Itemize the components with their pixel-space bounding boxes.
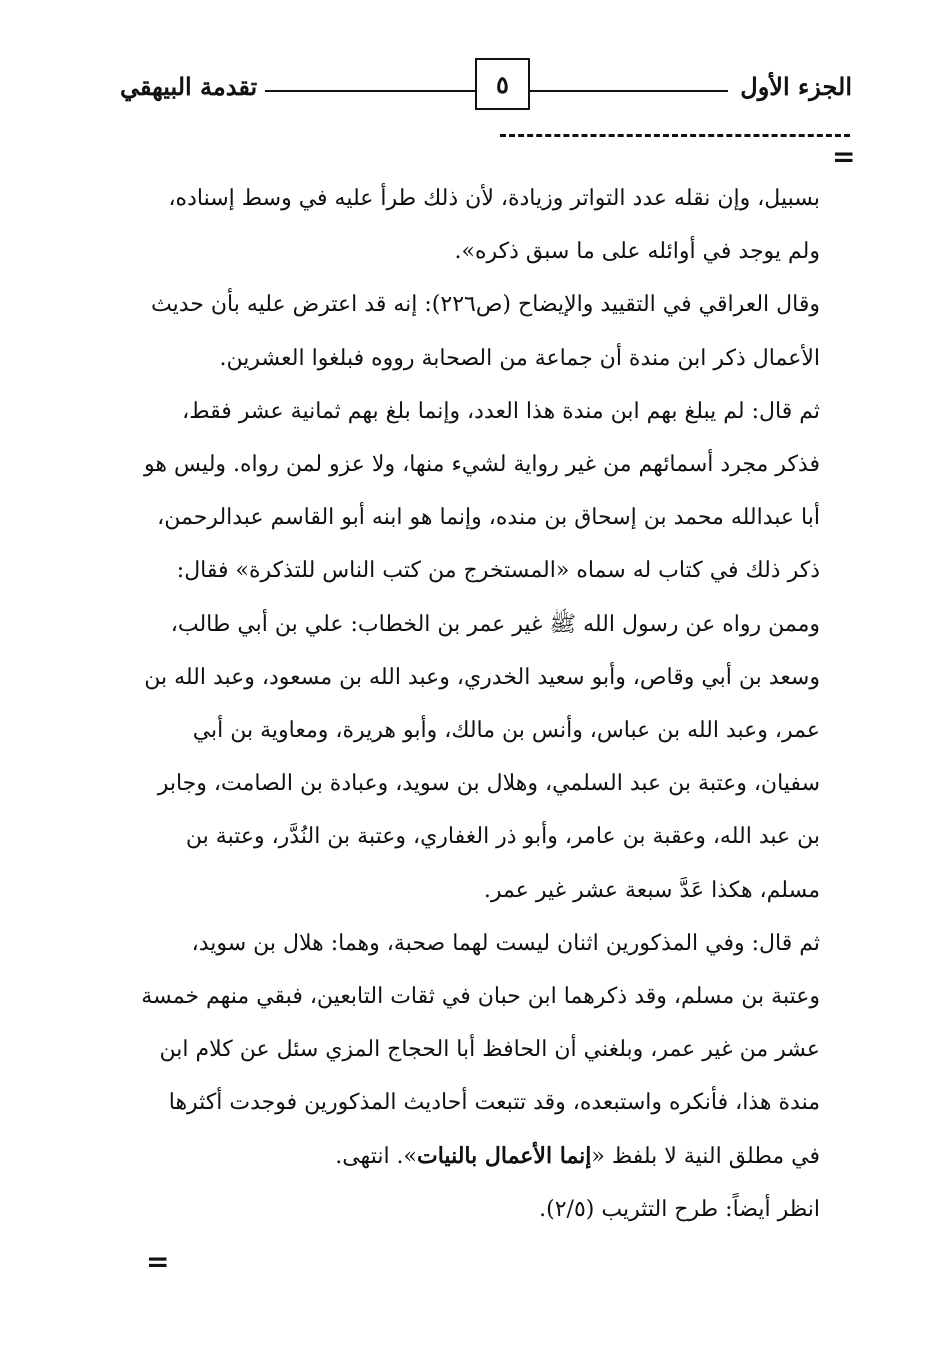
header-rule-left <box>265 90 475 92</box>
volume-title: الجزء الأول <box>740 72 852 101</box>
continuation-mark-bottom: = <box>146 1245 170 1278</box>
main-text <box>136 172 820 1236</box>
hadith-quote: إنما الأعمال بالنيات <box>417 1142 592 1169</box>
paragraph-4 <box>136 917 820 1183</box>
page-number: ٥ <box>496 69 509 99</box>
page-header <box>110 58 852 118</box>
page-number-box <box>475 58 530 110</box>
paragraph-3: ثم قال: لم يبلغ بهم ابن مندة هذا العدد، وإنما بلغ بهم ثمانية عشر فقط، فذكر مجرد أسمائهم من غير رواية لشيء منها، ولا عزو لمن رواه. وليس هو أبا عبدالله محمد بن إسحاق بن منده، وإنما هو ابنه أبو القاسم عبدالرحمن، ذكر ذلك في كتاب له سماه «المستخرج من كتب الناس للتذكرة» فقال: وممن رواه عن رسول الله ﷺ غير عمر بن الخطاب: علي بن أبي طالب، وسعد بن أبي وقاص، وأبو سعيد الخدري، وعبد الله بن مسعود، وعبد الله بن عمر، وعبد الله بن عباس، وأنس بن مالك، وأبو هريرة، ومعاوية بن أبي سفيان، وعتبة بن عبد السلمي، وهلال بن سويد، وعبادة بن الصامت، وجابر بن عبد الله، وعقبة بن عامر، وأبو ذر الغفاري، وعتبة بن النُدَّر، وعتبة بن مسلم، هكذا عَدَّ سبعة عشر غير عمر. <box>144 398 820 903</box>
continuation-mark-top: = <box>832 140 856 173</box>
paragraph-2: وقال العراقي في التقييد والإيضاح (ص٢٢٦): إنه قد اعترض عليه بأن حديث الأعمال ذكر ابن مندة أن جماعة من الصحابة رووه فبلغوا العشرين. <box>151 292 820 371</box>
header-rule-right <box>530 90 728 92</box>
section-title: تقدمة البيهقي <box>120 72 258 101</box>
dashed-separator <box>500 134 850 137</box>
paragraph-1: بسبيل، وإن نقله عدد التواتر وزيادة، لأن ذلك طرأ عليه في وسط إسناده، ولم يوجد في أوائله على ما سبق ذكره». <box>168 186 820 265</box>
paragraph-5: انظر أيضاً: طرح التثريب (٢/٥). <box>539 1196 820 1222</box>
paragraph-4-end: ». انتهى. <box>335 1143 418 1169</box>
paragraph-4-start: ثم قال: وفي المذكورين اثنان ليست لهما صحبة، وهما: هلال بن سويد، وعتبة بن مسلم، وقد ذكرهما ابن حبان في ثقات التابعين، فبقي منهم خمسة عشر من غير عمر، وبلغني أن الحافظ أبا الحجاج المزي سئل عن كلام ابن مندة هذا، فأنكره واستبعده، وقد تتبعت أحاديث المذكورين فوجدت أكثرها في مطلق النية لا بلفظ « <box>141 930 820 1169</box>
